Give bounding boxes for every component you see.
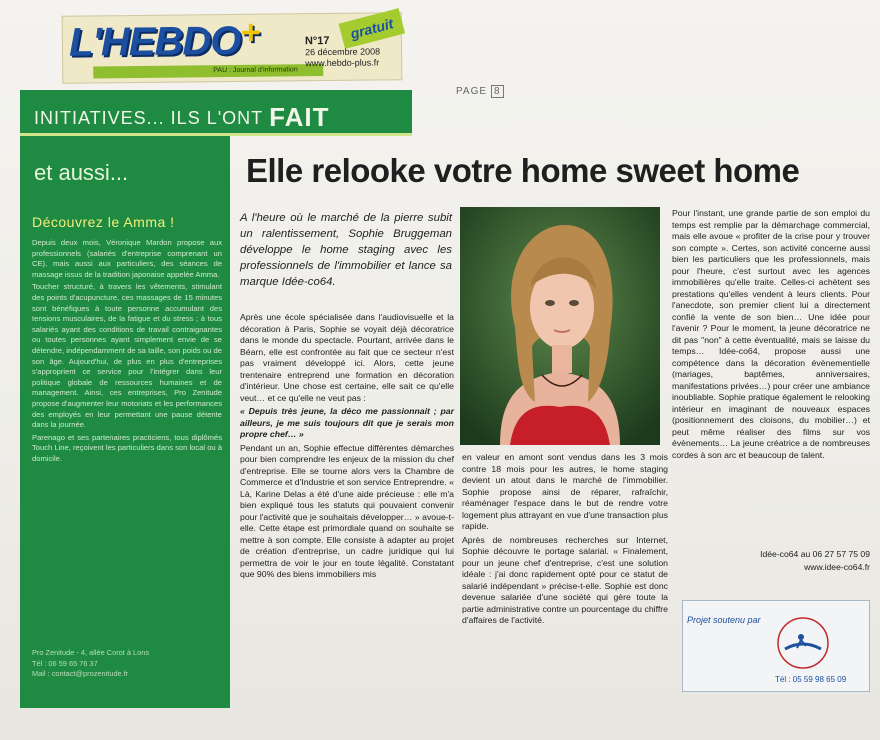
contact-mail: Mail : contact@prozenitude.fr bbox=[32, 669, 129, 678]
page-label: PAGE bbox=[456, 86, 488, 97]
portrait-photo bbox=[460, 207, 660, 445]
masthead-clipping bbox=[62, 12, 403, 84]
article-signature bbox=[760, 548, 870, 574]
issue-number: N°17 bbox=[304, 34, 330, 48]
article-paragraph: Après une école spécialisée dans l'audiovisuelle et la décoration à Paris, Sophie se voyait déjà décoratrice dans le monde du spectacle. Pourtant, arrivée dans le Béarn, elle est confrontée au fait que ce secteur n'est pas vraiment développé ici. Alors, cette jeune trentenaire entreprend une formation en décoration d'intérieur. Une chose est certaine, elle sait ce qu'elle veut… et ce qu'elle ne veut pas : bbox=[240, 312, 454, 403]
section-title bbox=[34, 102, 330, 133]
sidebar-paragraph: Parenago et ses partenaires practiciens, tous diplômés Touch Line, reçoivent les particuliers dans son local ou à domicile. bbox=[32, 432, 222, 463]
section-prefix: INITIATIVES... ILS L'ONT bbox=[34, 108, 264, 128]
masthead-logo bbox=[68, 13, 260, 66]
article-headline: Elle relooke votre home sweet home bbox=[246, 152, 800, 189]
support-box bbox=[682, 600, 870, 692]
contact-address: Pro Zenitude - 4, allée Corot à Lons bbox=[32, 648, 150, 657]
sidebar-paragraph: Toucher structuré, à travers les vêtements, stimulant des points d'acupuncture, ces massages de 15 minutes sont bénéfiques à toute personne accumulant des tensions musculaires, de la fatigue et du stress ; à tous salariés ayant des conditions de travail contraignantes ou toutes personnes ayant simplement envie de se détendre, indépendamment de sa taille, son poids ou de son âge. Aujourd'hui, de plus en plus d'entreprises s'approprient ce service pour l'intégrer dans leur politique globale de ressources humaines et de management. Ainsi, ces entreprises, Pro Zenitude propose d'augmenter leur motoriats et les performances des employés en leur permettant une pause détente dans la journée. bbox=[32, 282, 222, 430]
article-paragraph: Après de nombreuses recherches sur Internet, Sophie découvre le portage salarial. « Finalement, pour un jeune chef d'entreprise, c'est une solution idéale : j'ai donc rapidement opté pour ce statut de salarié indépendant » précise-t-elle. Sophie est donc devenue salariée d'une société qui gère toute la partie administrative contre un pourcentage du chiffre d'affaires de l'activité. bbox=[462, 534, 668, 625]
signature-phone: Idée-co64 au 06 27 57 75 09 bbox=[760, 549, 870, 559]
article-quote: « Depuis très jeune, la déco me passionnait ; par ailleurs, je me suis toujours dit que je serais mon propre chef… » bbox=[240, 406, 454, 439]
article-paragraph: Pendant un an, Sophie effectue différentes démarches pour bien comprendre les enjeux de la mission du chef d'entreprise. Elle se tourne alors vers la Chambre de Commerce et d'Industrie et son service Entreprendre. « Là, Karine Delas a été d'une aide précieuse : elle m'a bien expliqué tous les statuts qui pouvaient convenir pour l'activité que je souhaitais développer… » avoue-t-elle. Cette étape est primordiale quand on souhaite se mettre à son compte. Elle consiste à adapter au projet de création d'entreprise, un cadre juridique qui lui permettra de voir le jour en toute légalité. Constatant que 90% des biens immobiliers mis bbox=[240, 442, 454, 579]
logo-text: L'HEBDO bbox=[68, 18, 241, 65]
sidebar-contact bbox=[32, 648, 222, 680]
signature-website: www.idee-co64.fr bbox=[804, 562, 870, 572]
article-intro bbox=[240, 210, 452, 290]
partner-logo bbox=[775, 615, 831, 671]
contact-phone: Tél : 06 59 65 76 37 bbox=[32, 658, 98, 668]
article-paragraph: en valeur en amont sont vendus dans les 3 mois contre 18 mois pour les autres, le home staging devient un atout dans le marché de l'immobilier. Sophie propose ainsi de réparer, rafraîchir, réaménager l'espace dans le but de rendre votre logement plus attrayant en vue d'une transaction plus rapide. bbox=[462, 452, 668, 531]
sidebar-subheading: Découvrez le Amma ! bbox=[32, 214, 175, 230]
issue-date: 26 décembre 2008 bbox=[304, 46, 381, 58]
sidebar-paragraph: Depuis deux mois, Véronique Mardon propose aux professionnels (salariés d'entreprise comprenant un CE), mais aussi aux particuliers, des séances de massage issus de la tradition japonaise appelée Amma. bbox=[32, 238, 222, 279]
issue-website: www.hebdo-plus.fr bbox=[305, 57, 380, 69]
article-paragraph: Pour l'instant, une grande partie de son emploi du temps est remplie par la démarchage commercial, mais elle avoue « profiter de la crise pour y trouver son compte ». Certes, son activité concerne aussi bien les particuliers que les professionnels, mais pour l'heure, c'est surtout avec les agences immobilières qu'elle traite. Celles-ci achètent ses prestations qu'elles vendent à leurs clients. Pour l'anecdote, son premier client lui a directement confié la vente de son bien… Une idée pour l'avenir ? Pour le moment, la jeune décoratrice ne dit pas "non" à cette éventualité, mais se laisse du temps… Idée-co64, propose aussi une compétence dans la décoration évènementielle (mariages, baptêmes, anniversaires, manifestations privées…) pour créer une ambiance inoubliable. Sophie pratique également le relooking intérieur en imaginant de nouveaux espaces (positionnement des cloisons, du mobilier…) et peut même réaliser des films sur vos évènements… La jeune créatrice a de nombreuses cordes à son arc et beaucoup de talent. bbox=[672, 208, 870, 460]
page-tag bbox=[452, 86, 504, 97]
support-phone: Tél : 05 59 98 65 09 bbox=[775, 675, 847, 684]
article-column-2 bbox=[462, 452, 668, 629]
portrait-illustration bbox=[460, 207, 660, 445]
free-badge: gratuit bbox=[339, 8, 406, 49]
section-banner bbox=[20, 90, 412, 136]
page-number: 8 bbox=[491, 85, 504, 98]
logo-plus: + bbox=[240, 13, 260, 52]
masthead-subtitle: PAU : Journal d'information bbox=[93, 64, 323, 78]
sidebar-text bbox=[32, 238, 222, 466]
support-label: Projet soutenu par bbox=[687, 615, 761, 625]
article-column-1 bbox=[240, 312, 454, 583]
section-emphasis: FAIT bbox=[269, 102, 330, 132]
intro-end: . bbox=[332, 276, 336, 288]
intro-brand: Idée-co64 bbox=[281, 276, 333, 288]
article-column-3 bbox=[672, 208, 870, 463]
sidebar-heading: et aussi... bbox=[34, 160, 129, 185]
intro-lead: A l'heure où le marché de la pierre subit un ralentissement, Sophie Bruggeman développe le home staging avec les professionnels de l'immobilier et lance sa marque bbox=[240, 212, 452, 288]
issue-info bbox=[305, 21, 399, 69]
